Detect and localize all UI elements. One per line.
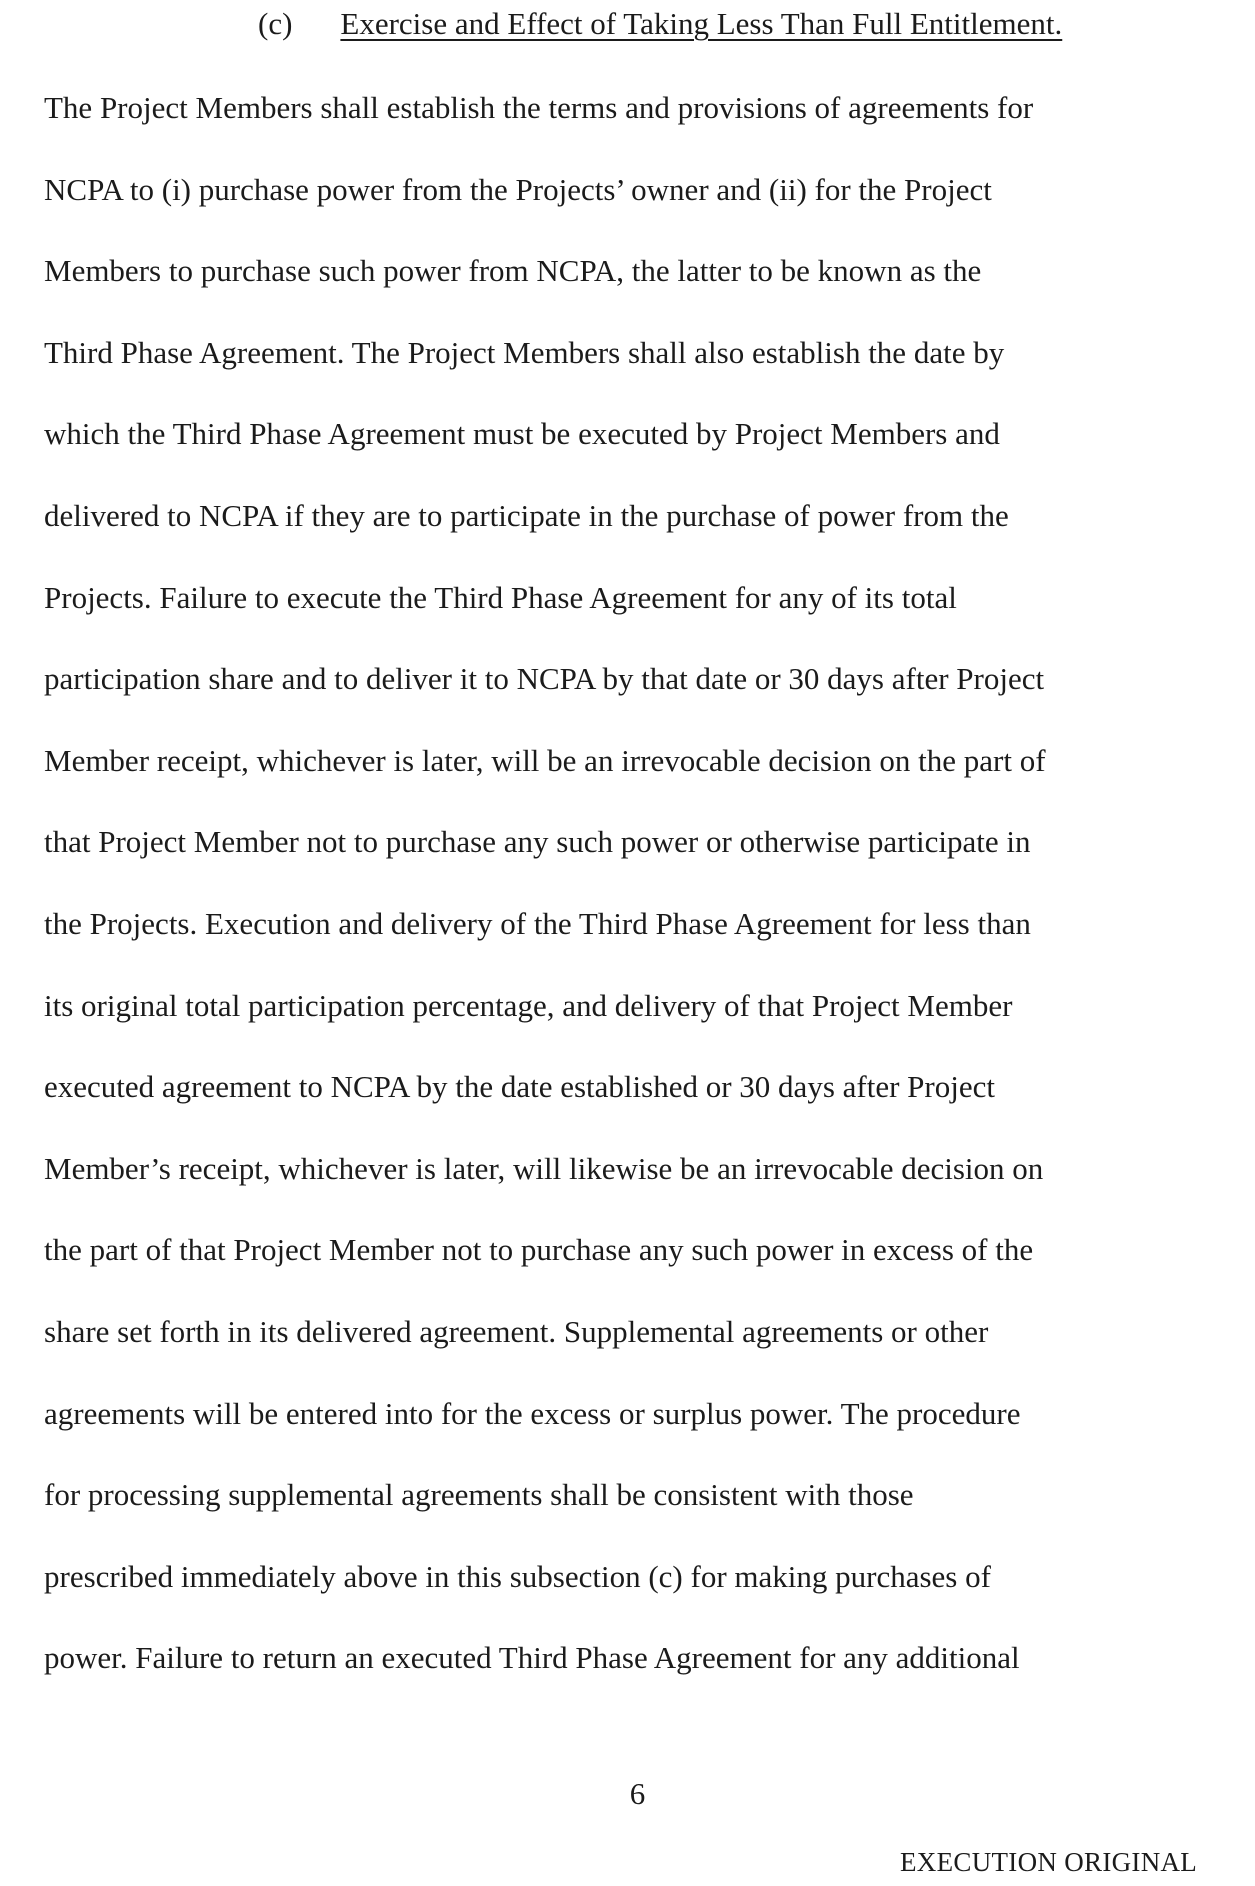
- section-number: (c): [258, 6, 293, 41]
- page-number: 6: [629, 1776, 646, 1811]
- text-line: Member’s receipt, whichever is later, will likewise be an irrevocable decision on: [44, 1150, 1044, 1186]
- text-line: share set forth in its delivered agreement. Supplemental agreements or other: [44, 1313, 989, 1349]
- text-line: Member receipt, whichever is later, will be an irrevocable decision on the part of: [44, 742, 1046, 778]
- text-line: that Project Member not to purchase any such power or otherwise participate in: [44, 824, 1031, 860]
- text-line: for processing supplemental agreements shall be consistent with those: [44, 1477, 914, 1513]
- text-line: Members to purchase such power from NCPA, the latter to be known as the: [44, 253, 982, 289]
- section-title: Exercise and Effect of Taking Less Than Full Entitlement.: [340, 6, 1063, 41]
- text-line: executed agreement to NCPA by the date established or 30 days after Project: [44, 1069, 995, 1105]
- text-line: NCPA to (i) purchase power from the Projects’ owner and (ii) for the Project: [44, 171, 992, 207]
- text-line: its original total participation percentage, and delivery of that Project Member: [44, 987, 1013, 1023]
- text-line: The Project Members shall establish the terms and provisions of agreements for: [44, 90, 1034, 125]
- text-line: prescribed immediately above in this subsection (c) for making purchases of: [44, 1558, 991, 1594]
- text-line: participation share and to deliver it to NCPA by that date or 30 days after Project: [44, 661, 1045, 697]
- body-text: [44, 86, 1255, 1718]
- text-line: power. Failure to return an executed Third Phase Agreement for any additional: [44, 1640, 1020, 1676]
- text-line: Projects. Failure to execute the Third Phase Agreement for any of its total: [44, 579, 957, 615]
- execution-original-footer: EXECUTION ORIGINAL: [900, 1847, 1198, 1877]
- text-line: which the Third Phase Agreement must be executed by Project Members and: [44, 416, 1000, 452]
- text-line: delivered to NCPA if they are to participate in the purchase of power from the: [44, 497, 1009, 533]
- text-line: the part of that Project Member not to purchase any such power in excess of the: [44, 1232, 1034, 1268]
- text-line: agreements will be entered into for the excess or surplus power. The procedure: [44, 1395, 1021, 1431]
- section-heading: [258, 2, 1062, 46]
- text-line: Third Phase Agreement. The Project Members shall also establish the date by: [44, 334, 1005, 370]
- text-line: the Projects. Execution and delivery of the Third Phase Agreement for less than: [44, 905, 1031, 941]
